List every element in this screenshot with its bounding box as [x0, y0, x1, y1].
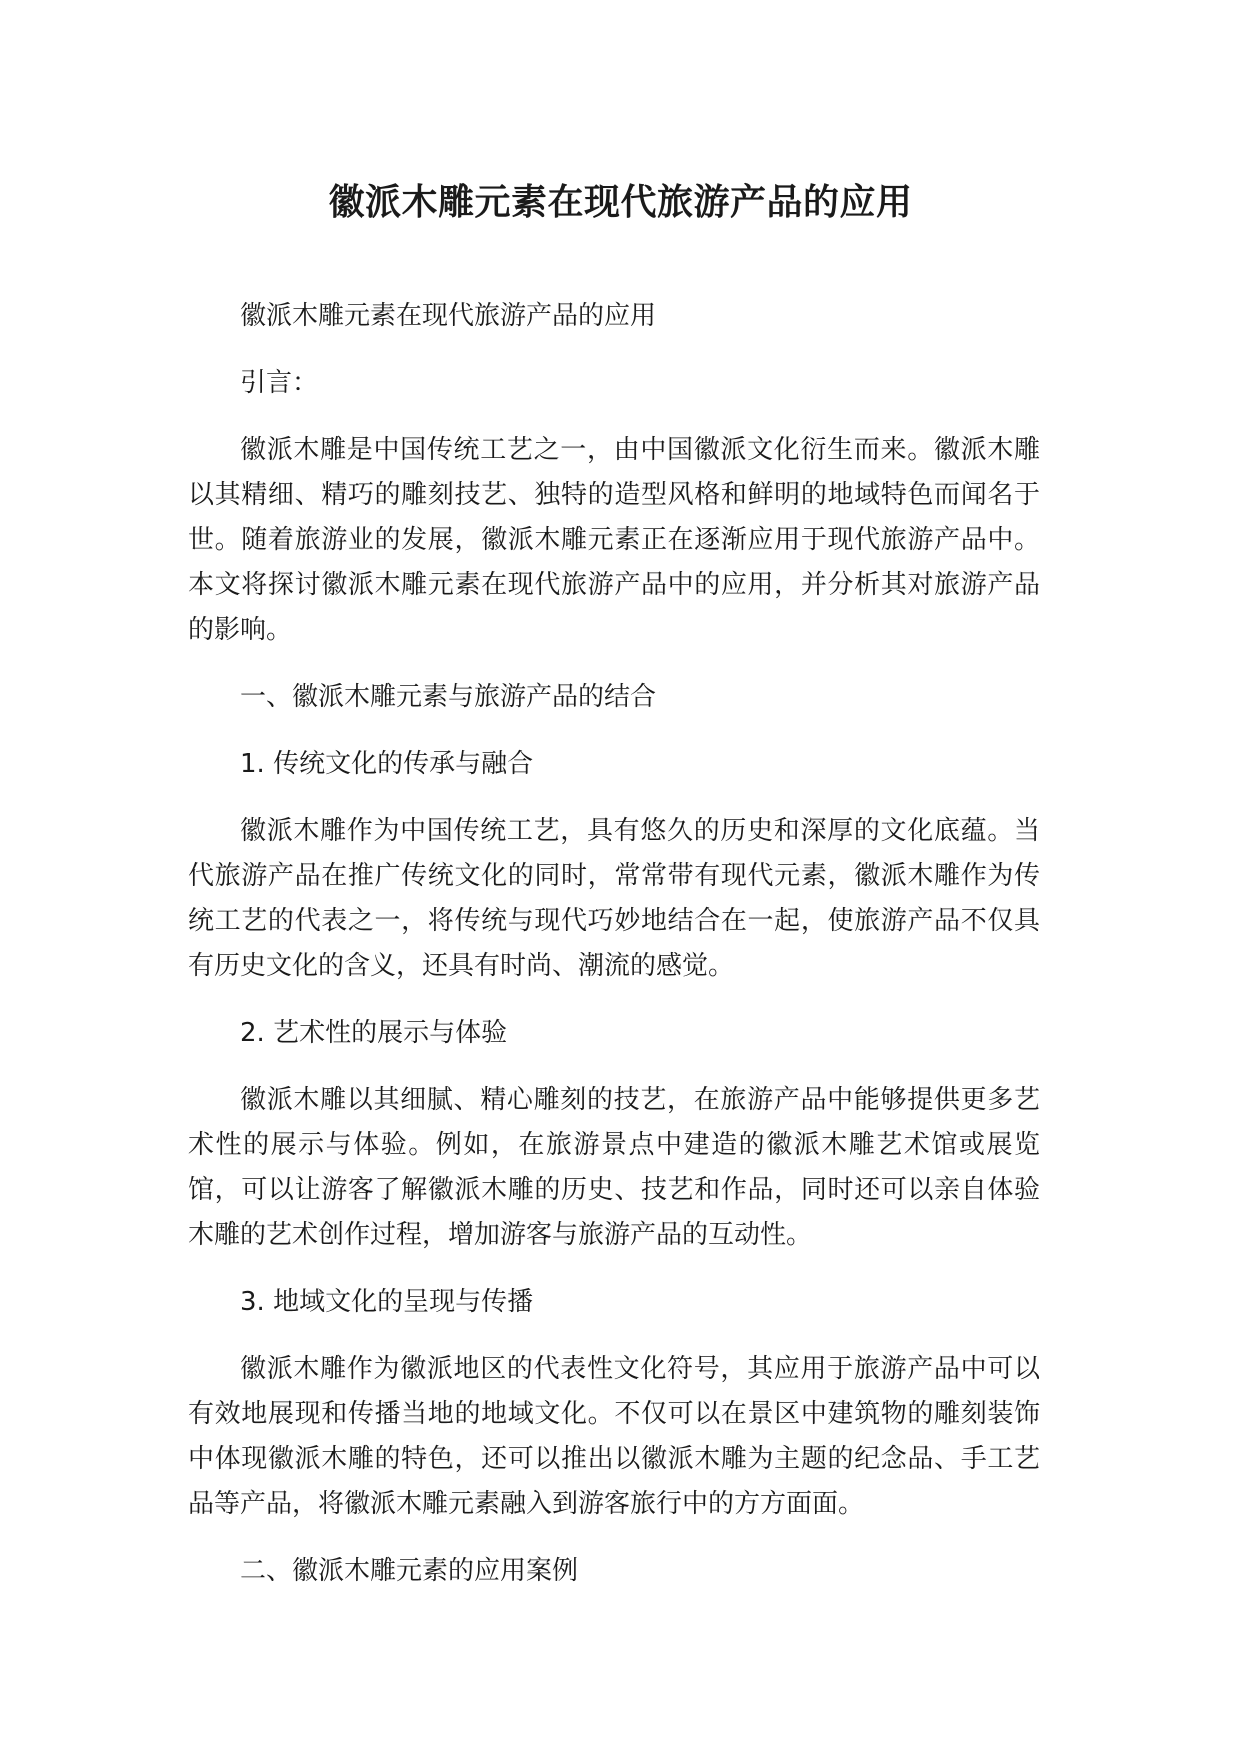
subsection-3-paragraph: 徽派木雕作为徽派地区的代表性文化符号，其应用于旅游产品中可以有效地展现和传播当地的地域文化。不仅可以在景区中建筑物的雕刻装饰中体现徽派木雕的特色，还可以推出以徽派木雕为主题的纪念品、手工艺品等产品，将徽派木雕元素融入到游客旅行中的方方面面。 — [188, 1354, 1040, 1519]
subsection-2-heading: 2. 艺术性的展示与体验 — [240, 1018, 508, 1048]
section-2-heading: 二、徽派木雕元素的应用案例 — [240, 1556, 579, 1586]
subsection-2-paragraph: 徽派木雕以其细腻、精心雕刻的技艺，在旅游产品中能够提供更多艺术性的展示与体验。例如，在旅游景点中建造的徽派木雕艺术馆或展览馆，可以让游客了解徽派木雕的历史、技艺和作品，同时还可以亲自体验木雕的艺术创作过程，增加游客与旅游产品的互动性。 — [188, 1085, 1040, 1250]
section-1-heading: 一、徽派木雕元素与旅游产品的结合 — [240, 682, 657, 712]
subsection-1-paragraph: 徽派木雕作为中国传统工艺，具有悠久的历史和深厚的文化底蕴。当代旅游产品在推广传统文化的同时，常常带有现代元素，徽派木雕作为传统工艺的代表之一，将传统与现代巧妙地结合在一起，使旅游产品不仅具有历史文化的含义，还具有时尚、潮流的感觉。 — [188, 816, 1040, 981]
intro-paragraph: 徽派木雕是中国传统工艺之一，由中国徽派文化衍生而来。徽派木雕以其精细、精巧的雕刻技艺、独特的造型风格和鲜明的地域特色而闻名于世。随着旅游业的发展，徽派木雕元素正在逐渐应用于现代旅游产品中。本文将探讨徽派木雕元素在现代旅游产品中的应用，并分析其对旅游产品的影响。 — [188, 435, 1040, 645]
subsection-3-heading: 3. 地域文化的呈现与传播 — [240, 1287, 534, 1317]
document-body — [188, 294, 1040, 1616]
document-title: 徽派木雕元素在现代旅游产品的应用 — [328, 182, 913, 223]
intro-heading: 引言： — [240, 368, 319, 398]
subsection-1-heading: 1. 传统文化的传承与融合 — [240, 749, 534, 779]
subtitle-paragraph: 徽派木雕元素在现代旅游产品的应用 — [240, 301, 657, 331]
